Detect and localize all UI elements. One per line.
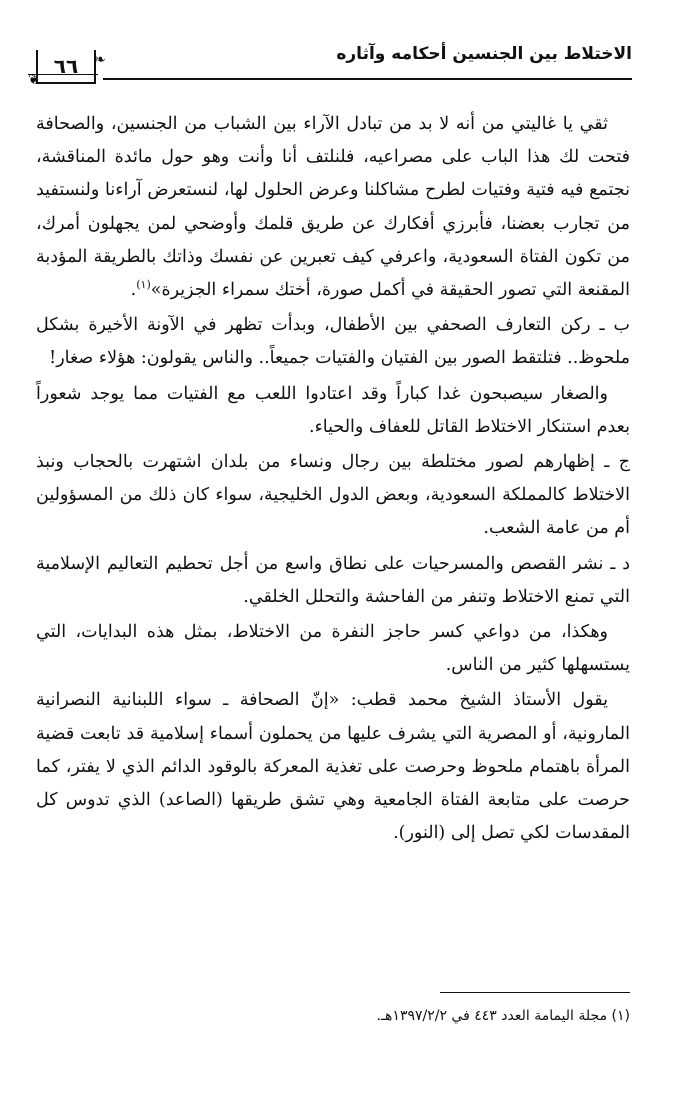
paragraph: ب ـ ركن التعارف الصحفي بين الأطفال، وبدأت تظهر في الآونة الأخيرة بشكل ملحوظ.. فتلتقط الصور بين الفتيان والفتيات جميعاً.. والناس يقولون: هؤلاء صغار!	[36, 315, 630, 369]
body-text	[36, 108, 630, 850]
paragraph: ج ـ إظهارهم لصور مختلطة بين رجال ونساء من بلدان اشتهرت بالحجاب ونبذ الاختلاط كالمملكة السعودية، وبعض الدول الخليجية، سواء كان ذلك من المسؤولين أم من عامة الشعب.	[36, 452, 630, 539]
paragraph: يقول الأستاذ الشيخ محمد قطب: «إنّ الصحافة ـ سواء اللبنانية النصرانية المارونية، أو المصرية التي يشرف عليها من يحملون أسماء إسلامية قد تابعت قضية المرأة باهتمام ملحوظ وحرصت على تغذية المعركة بالوقود الدائم الذي لا يفتر، كما حرصت على متابعة الفتاة الجامعية وهي تشق طريقها (الصاعد) الذي تدوس كل المقدسات لكي تصل إلى (النور).	[36, 690, 630, 844]
page-header	[28, 38, 632, 98]
paragraph-text: ثقي يا غاليتي من أنه لا بد من تبادل الآراء بين الشباب من الجنسين، والصحافة فتحت لك هذا الباب على مصراعيه، فلنلتف أنا وأنت وهو حول مائدة المناقشة، نجتمع فيه فتية وفتيات لطرح مشاكلنا وعرض الحلول لها، لنستعرض آراءنا ولنستفيد من تجارب بعضنا، فأبرزي أفكارك عن طريق قلمك وأوضحي لمن يجهلون أمرك، من تكون الفتاة السعودية، واعرفي كيف تعبرين عن نفسك وذاتك بالطريقة المؤدبة المقنعة التي تصور الحقيقة في أكمل صورة، أختك سمراء الجزيرة»	[36, 114, 630, 301]
page-number-box	[36, 50, 96, 84]
page-number: ٦٦	[53, 54, 79, 78]
running-title: الاختلاط بين الجنسين أحكامه وآثاره	[336, 44, 632, 64]
footnote-marker: (١)	[136, 278, 151, 292]
paragraph: والصغار سيصبحون غدا كباراً وقد اعتادوا اللعب مع الفتيات مما يوجد شعوراً بعدم استنكار الاختلاط القاتل للعفاف والحياء.	[36, 383, 630, 437]
ornament-icon: ❦	[28, 72, 40, 88]
footnote-rule	[440, 992, 630, 993]
paragraph: وهكذا، من دواعي كسر حاجز النفرة من الاختلاط، بمثل هذه البدايات، التي يستسهلها كثير من الناس.	[36, 622, 630, 676]
paragraph: ثقي يا غاليتي من أنه لا بد من تبادل الآراء بين الشباب من الجنسين، والصحافة فتحت لك هذا الباب على مصراعيه، فلنلتف أنا وأنت وهو حول مائدة المناقشة، نجتمع فيه فتية وفتيات لطرح مشاكلنا وعرض الحلول لها، لنستعرض آراءنا ولنستفيد من تجارب بعضنا، فأبرزي أفكارك عن طريق قلمك وأوضحي لمن يجهلون أمرك، من تكون الفتاة السعودية، واعرفي كيف تعبرين عن نفسك وذاتك بالطريقة المؤدبة المقنعة التي تصور الحقيقة في أكمل صورة، أختك سمراء الجزيرة»$^{(١)}$.	[36, 114, 630, 301]
header-rule	[103, 78, 632, 80]
paragraph: د ـ نشر القصص والمسرحيات على نطاق واسع من أجل تحطيم التعاليم الإسلامية التي تمنع الاختلاط وتنفر من الفاحشة والتحلل الخلقي.	[36, 553, 630, 607]
ornament-icon: ❧	[94, 52, 106, 68]
footnote: (١) مجلة اليمامة العدد ٤٤٣ في ١٣٩٧/٢/٢هـ.	[376, 1008, 630, 1024]
